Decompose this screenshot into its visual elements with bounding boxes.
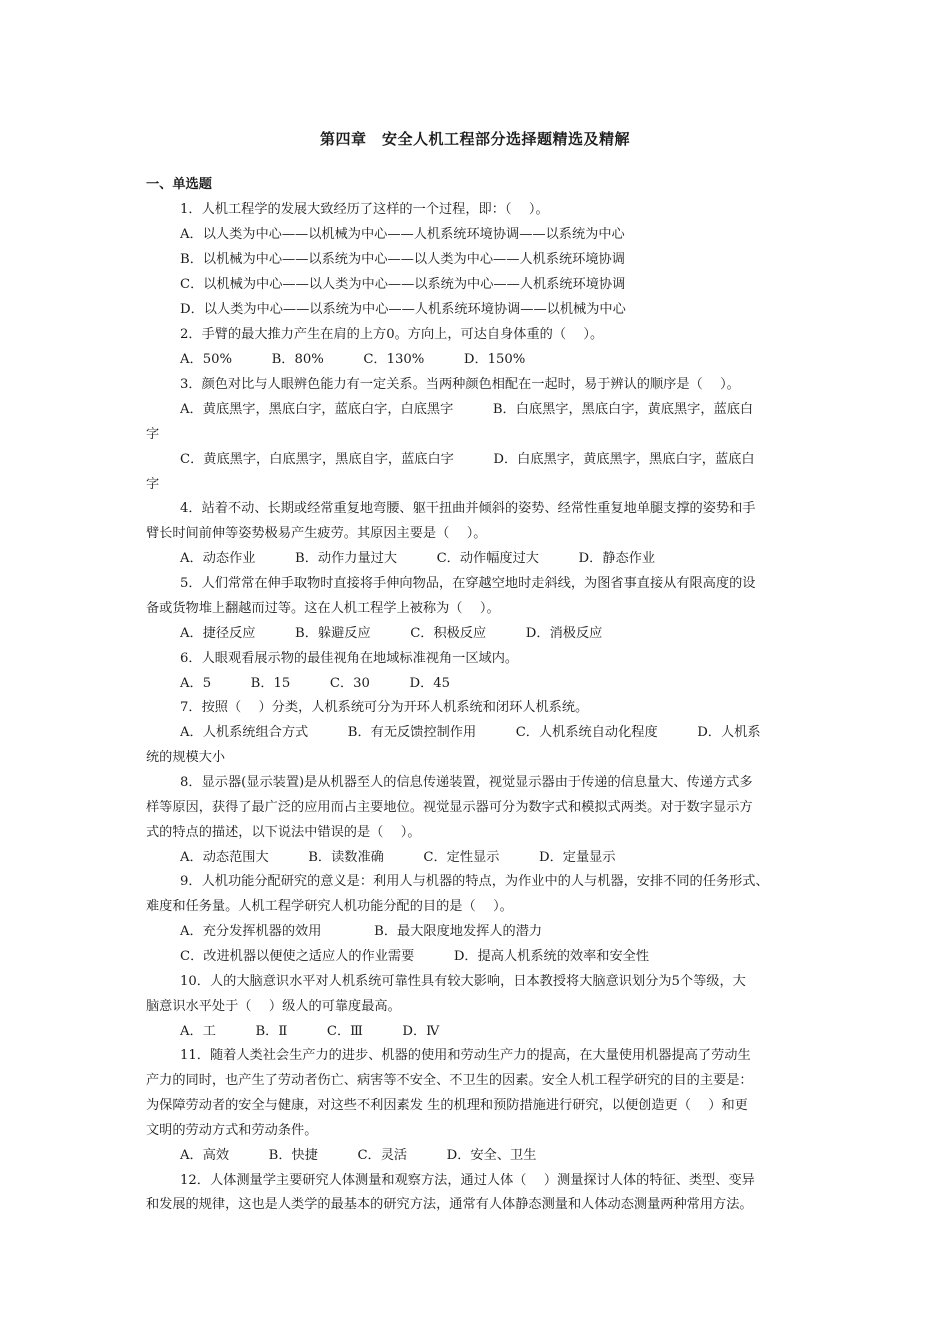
question-line: 文明的劳动方式和劳动条件。 [146,1123,318,1138]
option-line: A．黄底黑字，黑底白字，蓝底白字，白底黑字 B．白底黑字，黑底白字，黄底黑字，蓝底白 [180,402,754,417]
page-title: 第四章 安全人机工程部分选择题精选及精解 [319,130,630,148]
question-line: 11．随着人类社会生产力的进步、机器的使用和劳动生产力的提高，在大量使用机器提高了劳动生 [180,1048,751,1063]
option-line: A．人机系统组合方式 B．有无反馈控制作用 C．人机系统自动化程度 D．人机系 [180,725,761,740]
section-heading: 一、单选题 [146,177,212,192]
question-line: 8．显示器(显示装置)是从机器至人的信息传递装置，视觉显示器由于传递的信息量大、传递方式多 [180,775,753,790]
option-line: 字 [146,427,160,442]
question-line: 脑意识水平处于（ ）级人的可靠度最高。 [146,999,401,1014]
question-line: 12．人体测量学主要研究人体测量和观察方法，通过人体（ ）测量探讨人体的特征、类型、变异 [180,1173,755,1188]
option-line: D．以人类为中心——以系统为中心——人机系统环境协调——以机械为中心 [180,302,626,317]
question-line: 和发展的规律，这也是人类学的最基本的研究方法，通常有人体静态测量和人体动态测量两种常用方法。 [146,1197,753,1212]
question-line: 样等原因，获得了最广泛的应用而占主要地位。视觉显示器可分为数字式和模拟式两类。对于数字显示方 [146,800,753,815]
question-line: 产力的同时，也产生了劳动者伤亡、病害等不安全、不卫生的因素。安全人机工程学研究的目的主要是： [146,1073,753,1088]
question-line: 4．站着不动、长期或经常重复地弯腰、躯干扭曲并倾斜的姿势、经常性重复地单腿支撑的姿势和手 [180,501,756,516]
option-line: A．动态范围大 B．读数准确 C．定性显示 D．定量显示 [180,850,616,865]
option-line: A．高效 B．快捷 C．灵活 D．安全、卫生 [180,1148,537,1163]
question-line: 为保障劳动者的安全与健康，对这些不利因素发 生的机理和预防措施进行研究，以便创造更（ ）和更 [146,1098,748,1113]
question-line: 10．人的大脑意识水平对人机系统可靠性具有较大影响，日本教授将大脑意识划分为5个等级，大 [180,974,746,989]
option-line: B．以机械为中心——以系统为中心——以人类为中心——人机系统环境协调 [180,252,625,267]
option-line: C．以机械为中心——以人类为中心——以系统为中心——人机系统环境协调 [180,277,626,292]
question-line: 3．颜色对比与人眼辨色能力有一定关系。当两种颜色相配在一起时，易于辨认的顺序是（ ）。 [180,377,740,392]
question-line: 7．按照（ ）分类，人机系统可分为开环人机系统和闭环人机系统。 [180,700,589,715]
option-line: C．改进机器以便使之适应人的作业需要 D．提高人机系统的效率和安全性 [180,949,650,964]
option-line: A．动态作业 B．动作力量过大 C．动作幅度过大 D．静态作业 [180,551,656,566]
option-line: A．充分发挥机器的效用 B．最大限度地发挥人的潜力 [180,924,543,939]
question-line: 9．人机功能分配研究的意义是：利用人与机器的特点，为作业中的人与机器，安排不同的任务形式、 [180,874,769,889]
option-line: A．工 B．Ⅱ C．Ⅲ D．Ⅳ [180,1024,440,1039]
question-line: 2．手臂的最大推力产生在肩的上方0。方向上，可达自身体重的（ ）。 [180,327,604,342]
option-line: A．5 B．15 C．30 D．45 [180,676,451,691]
option-line: C．黄底黑字，白底黑字，黑底自字，蓝底白字 D．白底黑字，黄底黑字，黑底白字，蓝底白 [180,452,755,467]
question-line: 1．人机工程学的发展大致经历了这样的一个过程，即：（ ）。 [180,202,549,217]
question-line: 6．人眼观看展示物的最佳视角在地域标准视角一区域内。 [180,651,519,666]
option-line: 统的规模大小 [146,750,226,765]
question-line: 臂长时间前伸等姿势极易产生疲劳。其原因主要是（ ）。 [146,526,487,541]
option-line: 字 [146,477,160,492]
question-line: 式的特点的描述，以下说法中错误的是（ ）。 [146,825,421,840]
question-line: 5．人们常常在伸手取物时直接将手伸向物品，在穿越空地时走斜线，为图省事直接从有限高度的设 [180,576,756,591]
question-line: 难度和任务量。人机工程学研究人机功能分配的目的是（ ）。 [146,899,513,914]
option-line: A．以人类为中心——以机械为中心——人机系统环境协调——以系统为中心 [180,227,625,242]
option-line: A．50% B．80% C．130% D．150% [180,352,526,367]
option-line: A．捷径反应 B．躲避反应 C．积极反应 D．消极反应 [180,626,603,641]
question-line: 备或货物堆上翻越而过等。这在人机工程学上被称为（ ）。 [146,601,500,616]
